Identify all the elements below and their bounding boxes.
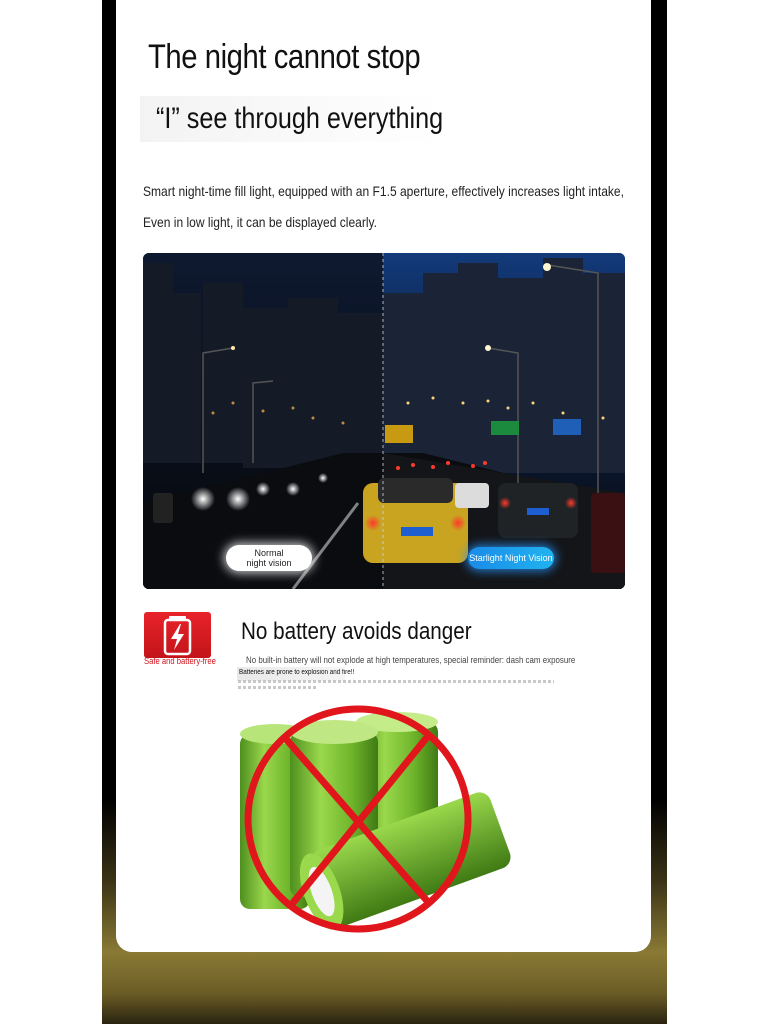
faded-text-line bbox=[238, 680, 554, 683]
page-subtitle: “I” see through everything bbox=[156, 102, 444, 135]
prohibited-battery-illustration bbox=[228, 704, 518, 944]
description-line-1: Smart night-time fill light, equipped with an F1.5 aperture, effectively increases light intake, bbox=[143, 183, 624, 199]
faded-text-line bbox=[238, 686, 318, 689]
battery-section-title: No battery avoids danger bbox=[241, 618, 472, 645]
battery-charge-icon bbox=[144, 612, 211, 658]
battery-free-badge-label: Safe and battery-free bbox=[144, 656, 216, 666]
night-scene bbox=[143, 253, 625, 589]
description-line-2: Even in low light, it can be displayed clearly. bbox=[143, 214, 378, 230]
battery-warning-text: Batteries are prone to explosion and fire!! bbox=[239, 669, 355, 676]
page-title: The night cannot stop bbox=[148, 38, 421, 76]
normal-night-vision-label: Normal night vision bbox=[226, 545, 312, 571]
subtitle-banner bbox=[140, 96, 444, 142]
starlight-night-vision-label: Starlight Night Vision bbox=[468, 547, 554, 569]
night-vision-comparison-image bbox=[143, 253, 625, 589]
battery-section-subtitle: No built-in battery will not explode at high temperatures, special reminder: dash cam exposure bbox=[246, 655, 576, 665]
card-top bbox=[116, 0, 651, 16]
